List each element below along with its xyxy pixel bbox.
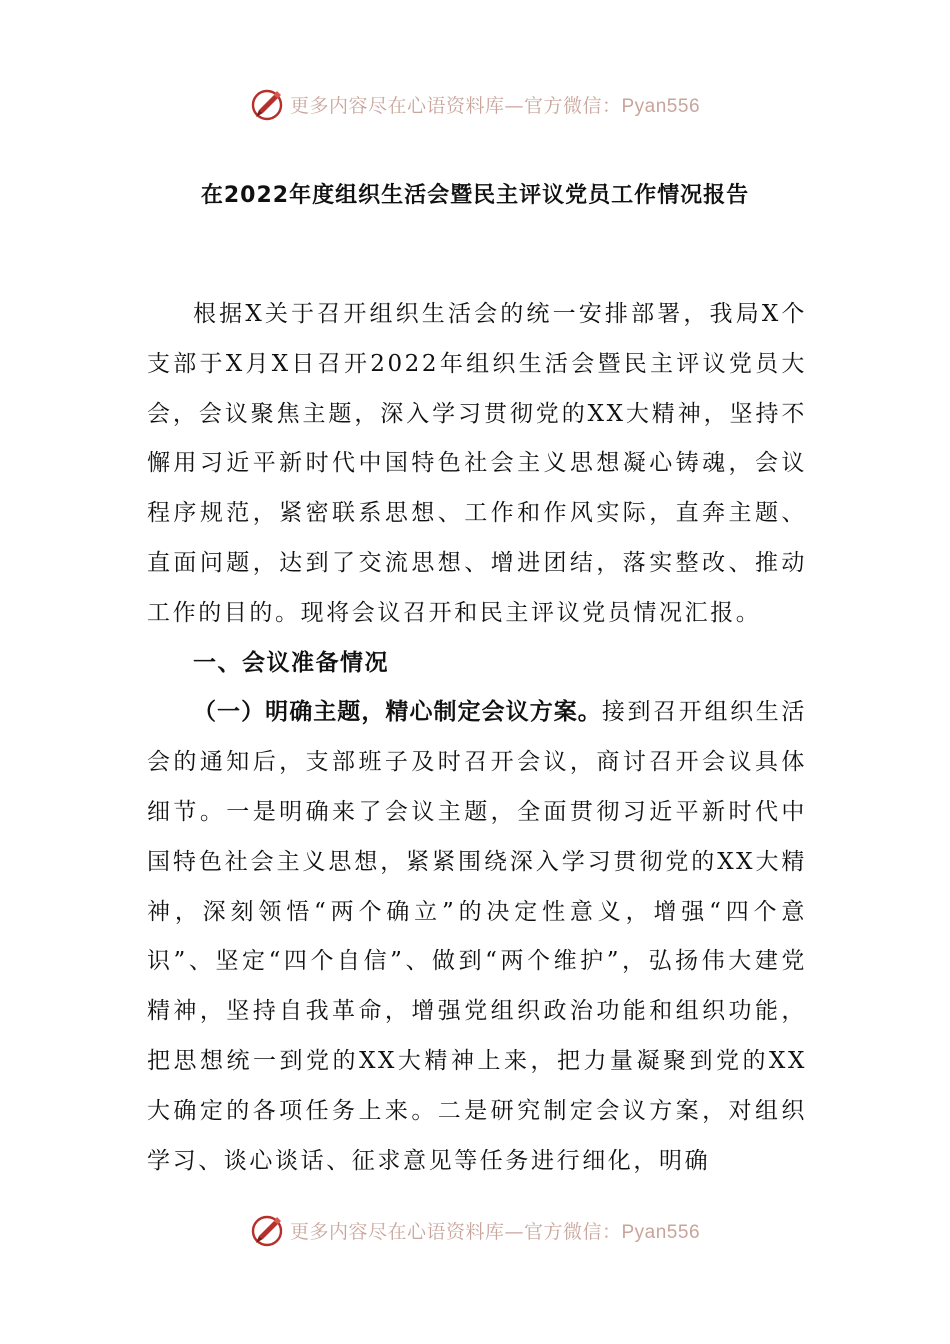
watermark-header [0,84,950,124]
watermark-text: 更多内容尽在心语资料库—官方微信：Pyan556 [289,94,701,117]
document-body [147,290,807,1186]
pen-logo-icon [250,86,286,122]
section-heading-1: 一、会议准备情况 [193,649,389,676]
pen-logo-icon [250,1212,286,1248]
subsection-lead-1: （一）明确主题，精心制定会议方案。 [193,699,602,726]
intro-paragraph: 根据X关于召开组织生活会的统一安排部署，我局X个支部于X月X日召开2022年组织生活会暨民主评议党员大会，会议聚焦主题，深入学习贯彻党的XX大精神，坚持不懈用习近平新时代中国特色社会主义思想凝心铸魂，会议程序规范，紧密联系思想、工作和作风实际，直奔主题、直面问题，达到了交流思想、增进团结，落实整改、推动工作的目的。现将会议召开和民主评议党员情况汇报。 [147,301,807,626]
subsection-body-1: 接到召开组织生活会的通知后，支部班子及时召开会议，商讨召开会议具体细节。一是明确来了会议主题，全面贯彻习近平新时代中国特色社会主义思想，紧紧围绕深入学习贯彻党的XX大精神，深刻领悟“两个确立”的决定性意义，增强“四个意识”、坚定“四个自信”、做到“两个维护”，弘扬伟大建党精神，坚持自我革命，增强党组织政治功能和组织功能，把思想统一到党的XX大精神上来，把力量凝聚到党的XX大确定的各项任务上来。二是研究制定会议方案，对组织学习、谈心谈话、征求意见等任务进行细化，明确 [147,699,807,1174]
watermark-text: 更多内容尽在心语资料库—官方微信：Pyan556 [289,1220,701,1243]
watermark-footer [0,1210,950,1250]
document-title: 在2022年度组织生活会暨民主评议党员工作情况报告 [200,183,750,208]
subsection-paragraph-1 [147,688,807,1186]
